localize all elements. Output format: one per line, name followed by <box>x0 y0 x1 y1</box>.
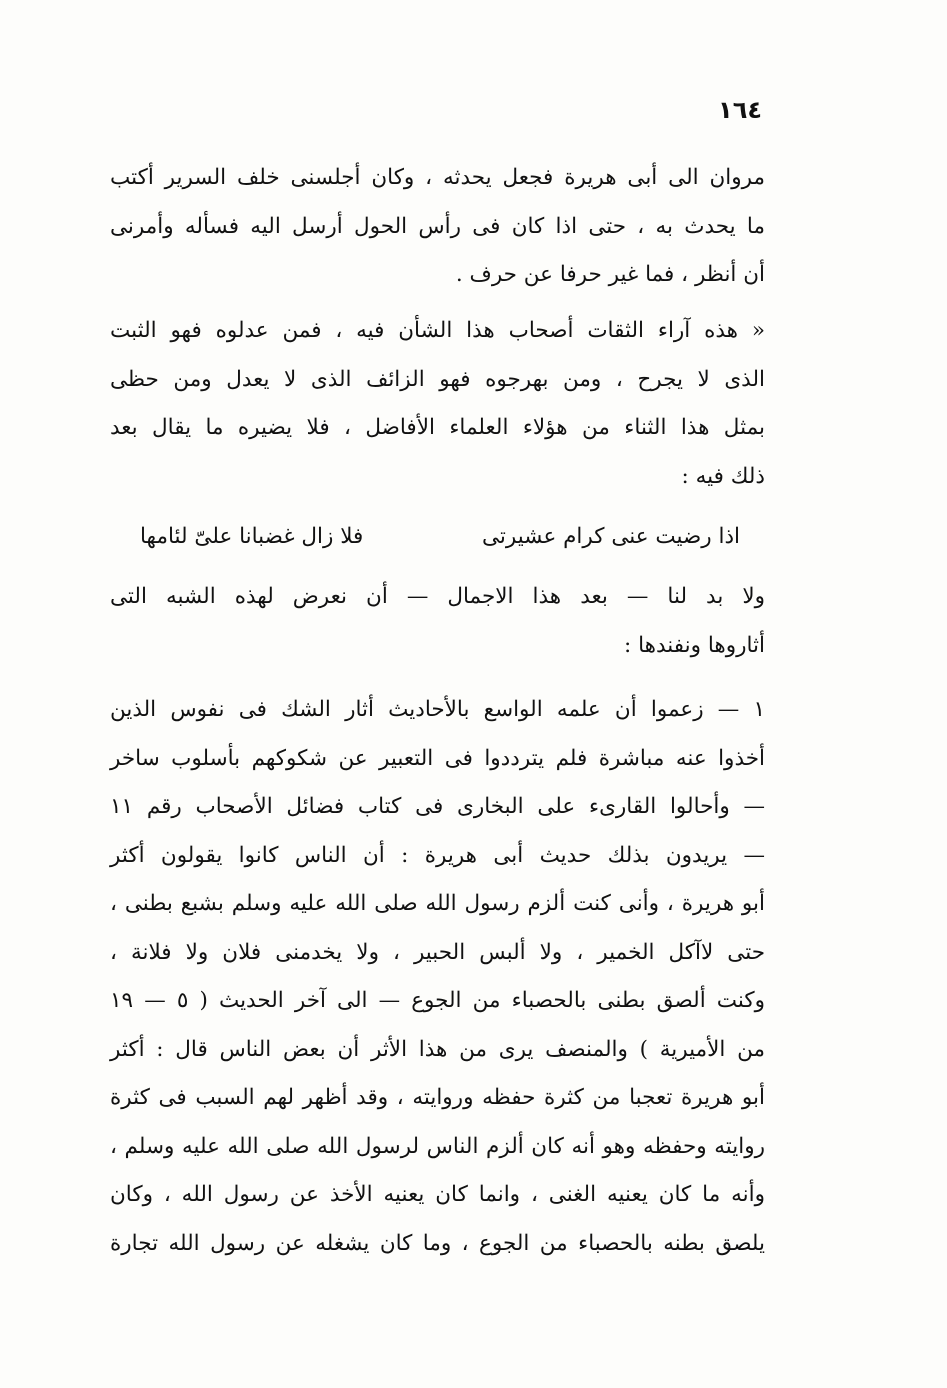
text-line: — يريدون بذلك حديث أبى هريرة : أن الناس كانوا يقولون أكثر <box>110 842 765 868</box>
text-line: مروان الى أبى هريرة فجعل يحدثه ، وكان أجلسنى خلف السرير أكتب <box>110 165 765 190</box>
verse-second-hemistich: فلا زال غضبانا علىّ لئامها <box>140 524 364 549</box>
page-number: ١٦٤ <box>718 96 762 124</box>
text-line: من الأميرية ) والمنصف يرى من هذا الأثر أن بعض الناس قال : أكثر <box>110 1036 765 1062</box>
text-line: « هذه آراء الثقات أصحاب هذا الشأن فيه ، فمن عدلوه فهو الثبت <box>110 318 765 343</box>
text-line: ولا بد لنا — بعد هذا الاجمال — أن نعرض لهذه الشبه التى <box>110 584 765 609</box>
text-line: وأنه ما كان يعنيه الغنى ، وانما كان يعنيه الأخذ عن رسول الله ، وكان <box>110 1182 765 1207</box>
paragraph-2 <box>110 307 765 501</box>
text-line: — وأحالوا القارىء على البخارى فى كتاب فضائل الأصحاب رقم ١١ <box>110 794 765 819</box>
text-line: أبو هريرة تعجبا من كثرة حفظه وروايته ، وقد أظهر لهم السبب فى كثرة <box>110 1085 765 1110</box>
text-line: أن أنظر ، فما غير حرفا عن حرف . <box>455 262 765 287</box>
paragraph-1 <box>110 154 765 300</box>
text-line: الذى لا يجرح ، ومن بهرجوه فهو الزائف الذى لا يعدل ومن حظى <box>110 366 765 392</box>
text-line: حتى لاآكل الخمير ، ولا ألبس الحبير ، ولا يخدمنى فلان ولا فلانة ، <box>110 939 765 965</box>
poem-verse <box>140 513 740 561</box>
text-line: روايته وحفظه وهو أنه كان ألزم الناس لرسول الله صلى الله عليه وسلم ، <box>110 1133 765 1159</box>
numbered-paragraph-1 <box>110 686 765 1268</box>
text-line: بمثل هذا الثناء من هؤلاء العلماء الأفاضل ، فلا يضيره ما يقال بعد <box>110 415 765 440</box>
text-line: أثاروها ونفندها : <box>624 632 765 658</box>
text-line: ١ — زعموا أن علمه الواسع بالأحاديث أثار الشك فى نفوس الذين <box>110 697 765 722</box>
text-line: أبو هريرة ، وأنى كنت ألزم رسول الله صلى الله عليه وسلم بشبع بطنى ، <box>110 891 765 916</box>
text-line: أخذوا عنه مباشرة فلم يترددوا فى التعبير عن شكوكهم بأسلوب ساخر <box>110 745 765 771</box>
text-line: ما يحدث به ، حتى اذا كان فى رأس الحول أرسل اليه فسأله وأمرنى <box>110 213 765 239</box>
text-line: ذلك فيه : <box>681 463 765 489</box>
text-line: يلصق بطنه بالحصباء من الجوع ، وما كان يشغله عن رسول الله تجارة <box>110 1230 765 1256</box>
verse-first-hemistich: اذا رضيت عنى كرام عشيرتى <box>482 524 740 549</box>
paragraph-3 <box>110 573 765 670</box>
text-line: وكنت ألصق بطنى بالحصباء من الجوع — الى آخر الحديث ( ٥ — ١٩ <box>110 988 765 1013</box>
